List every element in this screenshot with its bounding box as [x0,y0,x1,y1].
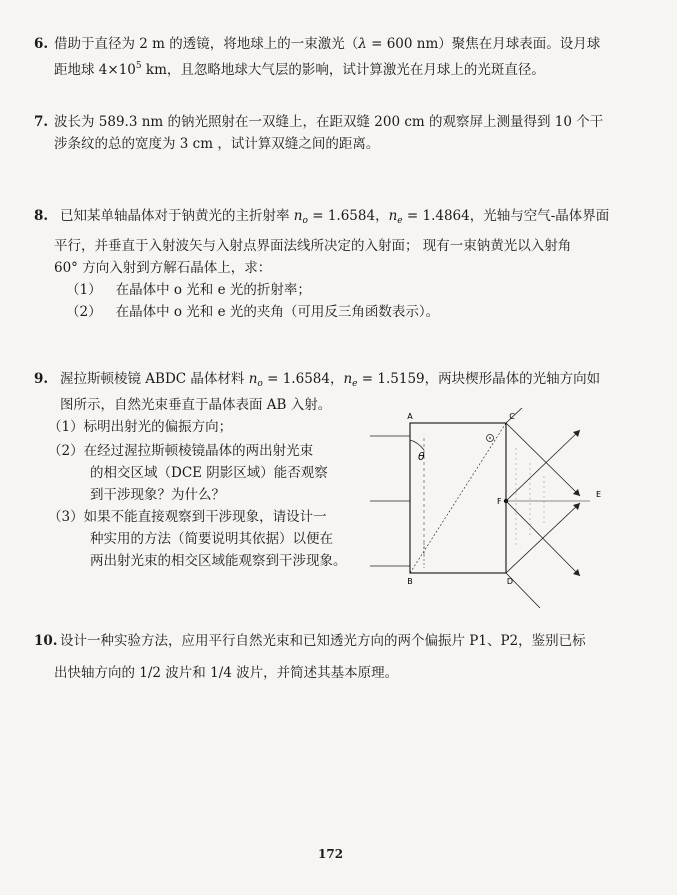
question-6 [34,33,654,83]
question-9-sub-2-line-3: 到干涉现象？为什么？ [90,487,225,503]
question-8 [34,205,654,325]
label-b: B [407,577,413,586]
question-9-sub-3-line-3: 两出射光束的相交区域能观察到干涉现象。 [90,553,347,569]
page-number: 172 [318,847,344,861]
question-7 [34,111,654,161]
question-8-sub-2: （2） 在晶体中 o 光和 e 光的夹角（可用反三角函数表示）。 [66,304,440,320]
question-8-line-3: 60° 方向入射到方解石晶体上，求： [54,260,272,276]
question-9-sub-2-line-2: 的相交区域（DCE 阴影区域）能否观察 [90,465,328,481]
question-8-line-1: 已知某单轴晶体对于钠黄光的主折射率 $n_o = 1.6584$，$n_e = 1.4864$，光轴与空气-晶体界面 [60,208,610,226]
label-d: D [506,577,514,586]
label-e: E [596,490,602,499]
question-10-line-2: 出快轴方向的 1/2 波片和 1/4 波片，并简述其基本原理。 [54,665,399,681]
question-9-sub-3-line-2: 种实用的方法（简要说明其依据）以便在 [90,531,333,547]
label-c: C [509,412,515,421]
question-9-line-1: 渥拉斯顿棱镜 ABDC 晶体材料 $n_o = 1.6584$，$n_e = 1.5159$，两块楔形晶体的光轴方向如 [60,371,601,389]
question-6-line-1: 借助于直径为 2 m 的透镜，将地球上的一束激光（λ = 600 nm）聚焦在月球表面。设月球 [54,36,601,52]
question-number: 7. [34,114,49,130]
exit-ray-3 [506,503,580,573]
question-number: 9. [34,371,49,387]
label-a: A [407,412,413,421]
wollaston-prism-figure [340,408,620,608]
question-9-line-2: 图所示，自然光束垂直于晶体表面 AB 入射。 [60,397,332,413]
theta-arc [410,440,424,450]
question-8-line-2: 平行，并垂直于入射波矢与入射点界面法线所决定的入射面； 现有一束钠黄光以入射角 [54,238,572,254]
question-10-line-1: 设计一种实验方法，应用平行自然光束和已知透光方向的两个偏振片 P1、P2，鉴别已标 [60,633,586,649]
question-9-sub-3: （3）如果不能直接观察到干涉现象，请设计一 [48,509,327,525]
question-number: 8. [34,208,49,224]
question-10 [34,630,654,690]
question-7-line-2: 涉条纹的总的宽度为 3 cm ，试计算双缝之间的距离。 [54,136,380,152]
prism-diagonal [410,423,506,573]
question-6-line-2: 距地球 $4\times 10^5$ km，且忽略地球大气层的影响，试计算激光在月球上的光斑直径。 [54,61,545,78]
question-8-sub-1: （1） 在晶体中 o 光和 e 光的折射率； [66,282,311,298]
question-9-sub-1: （1）标明出射光的偏振方向； [48,419,233,435]
label-theta: θ [418,450,425,463]
exit-ray-1 [506,423,580,496]
question-9-sub-2: （2）在经过渥拉斯顿棱镜晶体的两出射光束 [48,443,314,459]
label-f: F [497,497,502,506]
exit-ray-4 [506,430,580,501]
question-number: 10. [34,633,58,649]
question-number: 6. [34,36,49,52]
question-7-line-1: 波长为 589.3 nm 的钠光照射在一双缝上，在距双缝 200 cm 的观察屏上测量得到 10 个干 [54,114,604,130]
